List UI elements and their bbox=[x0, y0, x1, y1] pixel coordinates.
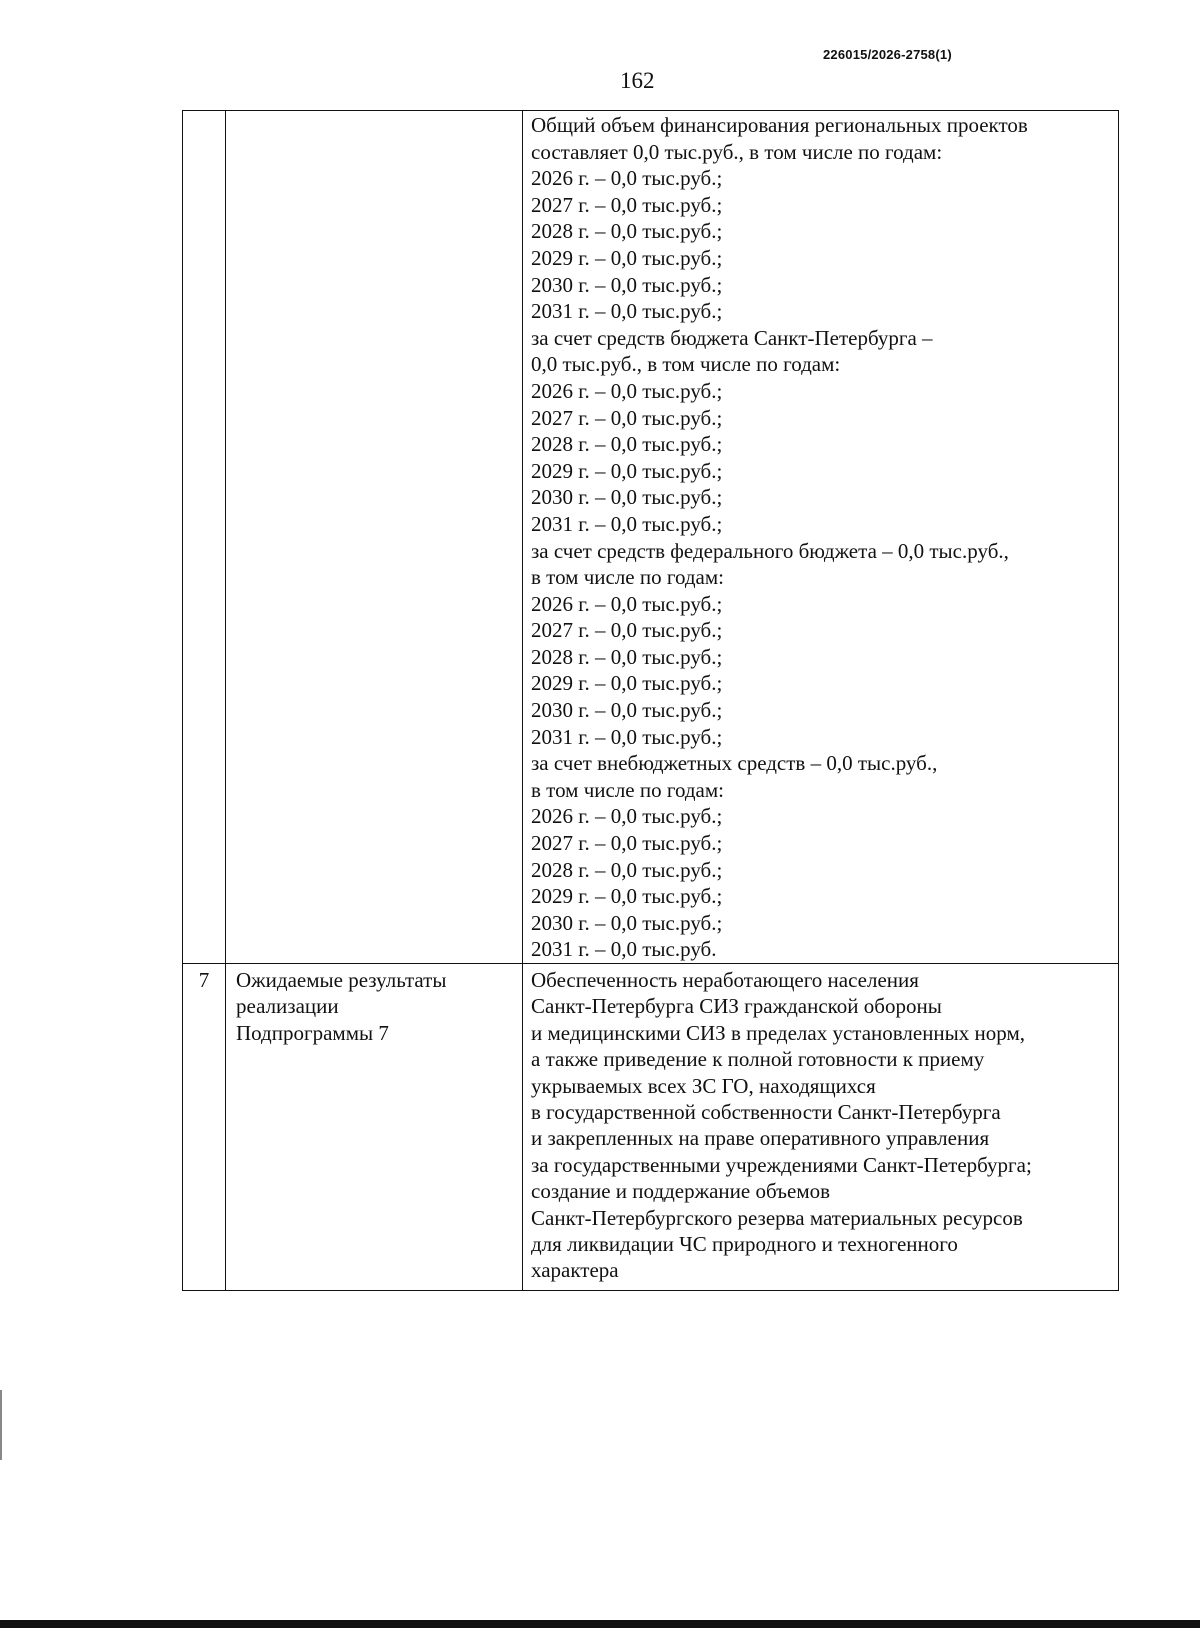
table-row bbox=[183, 111, 1119, 964]
text-line: 2030 г. – 0,0 тыс.руб.; bbox=[531, 485, 723, 510]
text-line: укрываемых всех ЗС ГО, находящихся bbox=[531, 1073, 876, 1098]
text-line: 2028 г. – 0,0 тыс.руб.; bbox=[531, 219, 723, 244]
text-line: за счет средств федерального бюджета – 0,0 тыс.руб., bbox=[531, 538, 1009, 563]
label-line: Ожидаемые результаты bbox=[236, 968, 447, 992]
text-line: 2029 г. – 0,0 тыс.руб.; bbox=[531, 671, 723, 696]
text-line: 2031 г. – 0,0 тыс.руб.; bbox=[531, 511, 723, 536]
text-line: Обеспеченность неработающего населения bbox=[531, 968, 919, 992]
text-line: 2027 г. – 0,0 тыс.руб.; bbox=[531, 618, 723, 643]
table-row bbox=[183, 964, 1119, 1291]
text-line: 2029 г. – 0,0 тыс.руб.; bbox=[531, 884, 723, 909]
text-line: за государственными учреждениями Санкт-Петербурга; bbox=[531, 1152, 1032, 1177]
text-line: Общий объем финансирования региональных проектов bbox=[531, 113, 1028, 137]
expected-results-cell bbox=[523, 964, 1119, 1291]
row-number-cell bbox=[183, 111, 226, 964]
text-line: за счет внебюджетных средств – 0,0 тыс.руб., bbox=[531, 751, 938, 776]
text-line: 2026 г. – 0,0 тыс.руб.; bbox=[531, 591, 723, 616]
row-number-cell: 7 bbox=[183, 964, 226, 1291]
text-line: характера bbox=[531, 1258, 619, 1283]
text-line: 2030 г. – 0,0 тыс.руб.; bbox=[531, 698, 723, 723]
text-line: Санкт-Петербургского резерва материальных ресурсов bbox=[531, 1205, 1023, 1230]
financing-cell bbox=[523, 111, 1119, 964]
text-line: в том числе по годам: bbox=[531, 565, 724, 590]
page-number: 162 bbox=[620, 68, 655, 93]
text-line: 2027 г. – 0,0 тыс.руб.; bbox=[531, 192, 723, 217]
text-line: 2026 г. – 0,0 тыс.руб.; bbox=[531, 378, 723, 403]
text-line: в государственной собственности Санкт-Петербурга bbox=[531, 1100, 1001, 1125]
row-label-cell bbox=[226, 964, 523, 1291]
scan-edge-mark bbox=[0, 1390, 2, 1460]
text-line: 0,0 тыс.руб., в том числе по годам: bbox=[531, 352, 841, 377]
text-line: 2031 г. – 0,0 тыс.руб.; bbox=[531, 299, 723, 324]
text-line: за счет средств бюджета Санкт-Петербурга – bbox=[531, 325, 933, 350]
text-line: 2028 г. – 0,0 тыс.руб.; bbox=[531, 432, 723, 457]
text-line: в том числе по годам: bbox=[531, 777, 724, 802]
text-line: 2030 г. – 0,0 тыс.руб.; bbox=[531, 272, 723, 297]
label-line: реализации bbox=[236, 994, 339, 1019]
text-line: 2031 г. – 0,0 тыс.руб.; bbox=[531, 724, 723, 749]
text-line: и закрепленных на праве оперативного управления bbox=[531, 1126, 990, 1151]
text-line: Санкт-Петербурга СИЗ гражданской обороны bbox=[531, 994, 942, 1019]
text-line: 2030 г. – 0,0 тыс.руб.; bbox=[531, 910, 723, 935]
text-line: 2026 г. – 0,0 тыс.руб.; bbox=[531, 166, 723, 191]
scan-bottom-edge bbox=[0, 1620, 1200, 1628]
text-line: 2029 г. – 0,0 тыс.руб.; bbox=[531, 245, 723, 270]
text-line: 2026 г. – 0,0 тыс.руб.; bbox=[531, 804, 723, 829]
text-line: 2027 г. – 0,0 тыс.руб.; bbox=[531, 831, 723, 856]
row-label-cell bbox=[226, 111, 523, 964]
text-line: 2028 г. – 0,0 тыс.руб.; bbox=[531, 857, 723, 882]
text-line: а также приведение к полной готовности к приему bbox=[531, 1047, 985, 1072]
text-line: и медицинскими СИЗ в пределах установленных норм, bbox=[531, 1020, 1025, 1045]
label-line: Подпрограммы 7 bbox=[236, 1020, 389, 1045]
text-line: 2029 г. – 0,0 тыс.руб.; bbox=[531, 458, 723, 483]
text-line: 2031 г. – 0,0 тыс.руб. bbox=[531, 937, 717, 962]
document-id: 226015/2026-2758(1) bbox=[823, 47, 952, 62]
text-line: 2028 г. – 0,0 тыс.руб.; bbox=[531, 644, 723, 669]
text-line: составляет 0,0 тыс.руб., в том числе по годам: bbox=[531, 139, 943, 164]
program-table bbox=[182, 110, 1119, 1291]
text-line: 2027 г. – 0,0 тыс.руб.; bbox=[531, 405, 723, 430]
text-line: создание и поддержание объемов bbox=[531, 1179, 831, 1204]
text-line: для ликвидации ЧС природного и техногенного bbox=[531, 1232, 958, 1257]
